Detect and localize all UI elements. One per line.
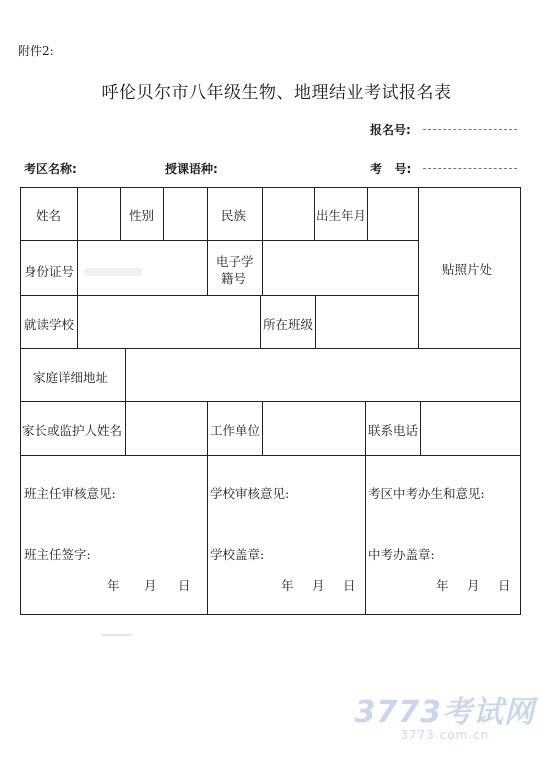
col-divider: [262, 401, 263, 456]
row-divider: [20, 240, 419, 241]
school-seal-label: 学校盖章:: [210, 547, 265, 562]
birth-date-label: 出生年月: [316, 208, 367, 223]
student-record-label-line1: 电子学: [216, 254, 254, 269]
attachment-label: 附件2:: [18, 44, 54, 58]
col-divider: [420, 401, 421, 456]
col-divider: [207, 187, 208, 296]
id-number-redacted: [84, 268, 142, 276]
col-divider: [77, 295, 78, 349]
col-divider: [260, 295, 261, 349]
date-year: 年: [436, 578, 449, 593]
table-border-bottom: [20, 614, 521, 615]
date-day: 日: [343, 578, 356, 593]
col-divider: [125, 348, 126, 402]
date-year: 年: [281, 578, 294, 593]
date-month: 月: [467, 578, 480, 593]
name-label: 姓名: [36, 208, 62, 223]
phone-label: 联系电话: [368, 423, 419, 438]
col-divider: [365, 401, 366, 456]
table-border-top: [20, 187, 521, 188]
scan-smudge: [102, 634, 132, 636]
student-record-label-line2: 籍号: [221, 271, 247, 286]
col-divider: [365, 455, 366, 615]
teacher-signature-label: 班主任签字:: [24, 547, 91, 562]
teacher-review-label: 班主任审核意见:: [24, 486, 116, 501]
row-divider: [20, 455, 521, 456]
col-divider: [207, 455, 208, 615]
exam-no-label: 考 号:: [370, 162, 412, 176]
date-day: 日: [178, 578, 191, 593]
row-divider: [20, 401, 521, 402]
area-office-review-label: 考区中考办生和意见:: [368, 486, 485, 501]
col-divider: [163, 187, 164, 241]
registration-no-field: [423, 129, 517, 130]
col-divider: [207, 401, 208, 456]
teaching-language-label: 授课语种:: [165, 162, 218, 176]
date-year: 年: [107, 578, 120, 593]
work-unit-label: 工作单位: [210, 423, 261, 438]
col-divider: [314, 187, 315, 241]
date-day: 日: [498, 578, 511, 593]
col-divider: [120, 187, 121, 241]
col-divider: [125, 401, 126, 456]
date-month: 月: [312, 578, 325, 593]
row-divider: [20, 348, 521, 349]
photo-column-divider: [418, 187, 419, 349]
exam-area-label: 考区名称:: [24, 162, 77, 176]
form-title: 呼伦贝尔市八年级生物、地理结业考试报名表: [101, 83, 452, 103]
class-label: 所在班级: [263, 317, 314, 332]
watermark-url: 3773.com.cn: [400, 728, 490, 742]
ethnicity-label: 民族: [221, 208, 247, 223]
photo-placeholder-label: 贴照片处: [442, 262, 493, 277]
watermark-brand: 3773考试网: [354, 695, 535, 730]
school-label: 就读学校: [24, 317, 75, 332]
col-divider: [315, 295, 316, 349]
office-seal-label: 中考办盖章:: [368, 547, 435, 562]
row-divider: [20, 295, 419, 296]
gender-label: 性别: [129, 208, 155, 223]
site-watermark: [354, 695, 536, 742]
date-month: 月: [144, 578, 157, 593]
col-divider: [77, 240, 78, 296]
id-number-label: 身份证号: [24, 264, 75, 279]
col-divider: [262, 240, 263, 296]
address-label: 家庭详细地址: [33, 370, 109, 385]
col-divider: [367, 187, 368, 241]
col-divider: [262, 187, 263, 241]
exam-no-field: [423, 168, 517, 169]
registration-no-label: 报名号:: [370, 123, 411, 137]
col-divider: [77, 187, 78, 241]
guardian-label: 家长或监护人姓名: [22, 423, 123, 438]
school-review-label: 学校审核意见:: [210, 486, 290, 501]
